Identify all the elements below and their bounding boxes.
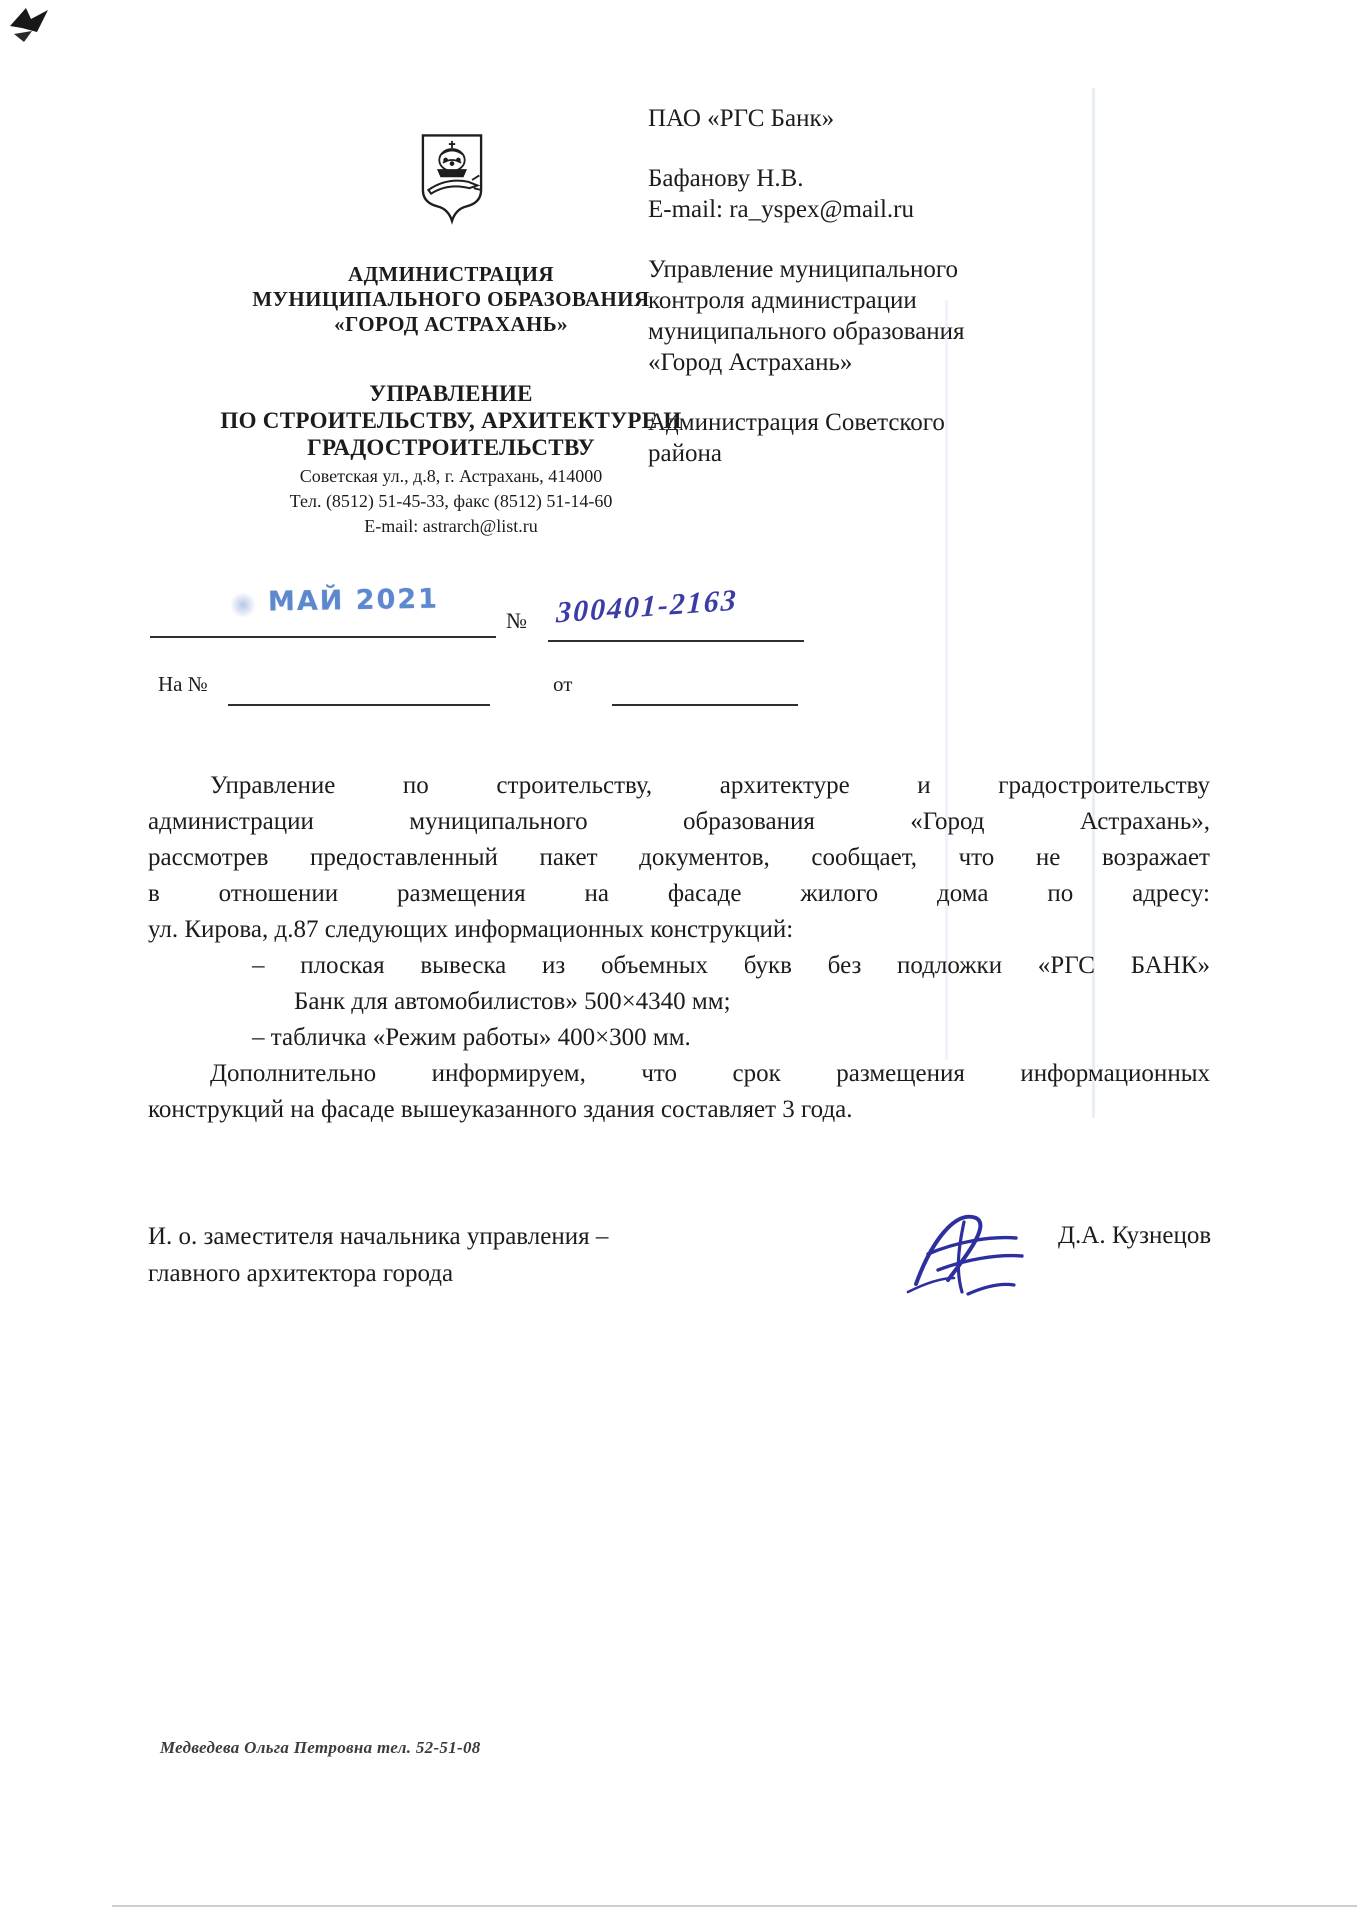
executor-contact: Медведева Ольга Петровна тел. 52-51-08 <box>160 1738 481 1757</box>
handwritten-signature <box>898 1192 1058 1307</box>
org-name-line: АДМИНИСТРАЦИЯ <box>348 262 554 286</box>
dept-name-line: ГРАДОСТРОИТЕЛЬСТВУ <box>307 435 595 460</box>
recipient-org: ПАО «РГС Банк» <box>648 105 835 132</box>
org-name-line: МУНИЦИПАЛЬНОГО ОБРАЗОВАНИЯ <box>252 287 650 311</box>
from-label: от <box>553 672 573 696</box>
signatory-title-line: главного архитектора города <box>148 1260 454 1287</box>
outgoing-number-handwritten: 300401-2163 <box>555 583 739 630</box>
stamp-ink-smudge <box>230 592 256 618</box>
recipient-department: Управление муниципального контроля администрации муниципального образования «Город Астрахань» <box>648 256 965 376</box>
letter-body <box>148 768 1210 1128</box>
from-date-underline <box>612 704 798 706</box>
body-list-line: – табличка «Режим работы» 400×300 мм. <box>252 1024 691 1051</box>
body-line: Дополнительно информируем, что срок размещения информационных <box>210 1060 1210 1087</box>
body-line: рассмотрев предоставленный пакет документов, сообщает, что не возражает <box>148 844 1210 871</box>
body-line: в отношении размещения на фасаде жилого дома по адресу: <box>148 880 1210 907</box>
dept-name-line: УПРАВЛЕНИЕ <box>369 381 533 406</box>
incoming-number-underline <box>228 704 490 706</box>
letterhead-email: E-mail: astrarch@list.ru <box>364 516 538 536</box>
dept-name-line: ПО СТРОИТЕЛЬСТВУ, АРХИТЕКТУРЕ И <box>220 408 682 433</box>
body-line: администрации муниципального образования «Город Астрахань», <box>148 808 1210 835</box>
scan-edge-line-artifact <box>112 1905 1357 1907</box>
recipient-person: Бафанову Н.В. <box>648 165 804 192</box>
date-underline <box>150 636 496 638</box>
number-underline <box>548 640 804 642</box>
body-line: Управление по строительству, архитектуре и градостроительству <box>210 772 1210 799</box>
body-list-line: – плоская вывеска из объемных букв без подложки «РГС БАНК» <box>252 952 1210 979</box>
coat-of-arms-astrakhan <box>403 130 501 230</box>
body-line: ул. Кирова, д.87 следующих информационных конструкций: <box>148 916 794 943</box>
signatory-name: Д.А. Кузнецов <box>1058 1222 1212 1249</box>
recipient-block <box>648 103 1004 498</box>
incoming-number-label: На № <box>158 672 208 696</box>
date-stamp: МАЙ 2021 <box>267 583 440 618</box>
body-list-line: Банк для автомобилистов» 500×4340 мм; <box>294 988 731 1015</box>
org-name-line: «ГОРОД АСТРАХАНЬ» <box>334 312 568 336</box>
letterhead-address: Советская ул., д.8, г. Астрахань, 414000 <box>299 466 603 486</box>
scan-artifact-corner-mark <box>6 4 58 52</box>
body-line: конструкций на фасаде вышеуказанного здания составляет 3 года. <box>148 1096 853 1123</box>
recipient-email: E-mail: ra_yspex@mail.ru <box>648 196 915 223</box>
recipient-district: Администрация Советского района <box>648 409 945 467</box>
number-label: № <box>506 608 527 633</box>
signatory-title-line: И. о. заместителя начальника управления – <box>148 1223 609 1250</box>
letterhead-phone: Тел. (8512) 51-45-33, факс (8512) 51-14-60 <box>289 491 613 511</box>
signatory-title <box>148 1218 768 1292</box>
